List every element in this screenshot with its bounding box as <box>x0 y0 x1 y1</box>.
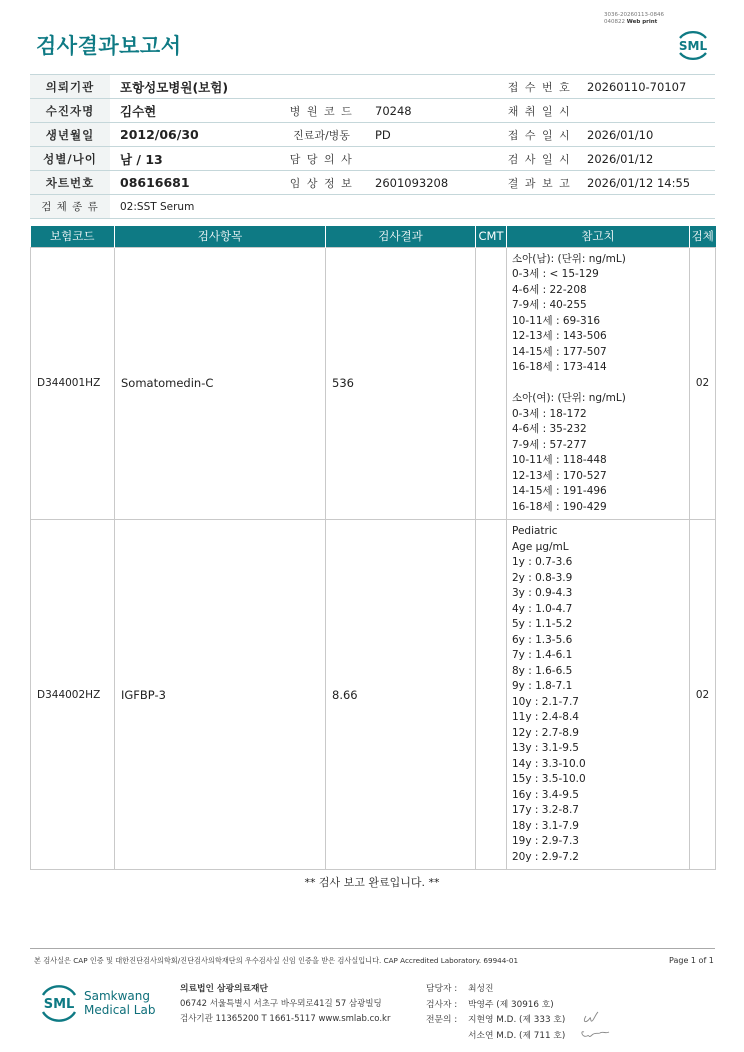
reference-line: 14y : 3.3-10.0 <box>512 757 586 770</box>
reference-line: 17y : 3.2-8.7 <box>512 804 579 816</box>
reference-line: 7-9세 : 57-277 <box>512 438 587 451</box>
svg-text:SML: SML <box>43 997 75 1012</box>
info-value <box>365 147 502 171</box>
reference-line: 0-3세 : 18-172 <box>512 407 587 420</box>
info-label: 진료과/병동 <box>278 123 365 147</box>
info-label: 검 사 일 시 <box>502 147 577 171</box>
info-label: 의뢰기관 <box>30 75 110 99</box>
insurance-code: D344002HZ <box>31 520 115 870</box>
reference-line: 소아(남): (단위: ng/mL) <box>512 252 626 265</box>
page-title: 검사결과보고서 <box>36 34 182 58</box>
reference-line: 18y : 3.1-7.9 <box>512 819 579 832</box>
info-label: 수진자명 <box>30 99 110 123</box>
staff-row: 검사자 : 박영주 (제 30916 호) <box>426 999 554 1010</box>
test-result: 536 <box>326 247 476 520</box>
reference-range <box>507 520 690 870</box>
reference-line: 1y : 0.7-3.6 <box>512 556 573 568</box>
test-result: 8.66 <box>326 520 476 870</box>
test-cmt <box>476 520 507 870</box>
info-label: 생년월일 <box>30 123 110 147</box>
specimen-label: 검 체 종 류 <box>30 195 110 219</box>
reference-line: 4-6세 : 35-232 <box>512 423 587 435</box>
org-contact: 검사기관 11365200 T 1661-5117 www.smlab.co.kr <box>180 1014 391 1024</box>
test-item: IGFBP-3 <box>115 520 326 870</box>
column-header-cmt: CMT <box>476 226 507 247</box>
info-row <box>30 99 715 123</box>
reference-line: 14-15세 : 177-507 <box>512 345 607 358</box>
info-label: 접 수 번 호 <box>502 75 577 99</box>
info-value: 2012/06/30 <box>110 123 278 147</box>
specimen-code: 02 <box>690 520 716 870</box>
sml-logo-icon <box>672 26 714 64</box>
info-label: 접 수 일 시 <box>502 123 577 147</box>
reference-line: 7y : 1.4-6.1 <box>512 649 573 661</box>
info-row <box>30 75 715 99</box>
specimen-value: 02:SST Serum <box>110 195 715 219</box>
reference-line: 9y : 1.8-7.1 <box>512 680 573 692</box>
info-row <box>30 171 715 195</box>
reference-line: 12y : 2.7-8.9 <box>512 726 579 739</box>
info-value: 2026/01/12 14:55 <box>577 171 715 195</box>
org-name: 의료법인 삼광의료재단 <box>180 984 269 994</box>
column-header-code: 보험코드 <box>31 226 115 247</box>
info-value <box>577 99 715 123</box>
staff-row: 전문의 : 지현영 M.D. (제 333 호) <box>426 1015 566 1025</box>
reference-line: 12-13세 : 170-527 <box>512 469 607 482</box>
reference-line: Age μg/mL <box>512 540 569 553</box>
staff-row: 담당자 : 최성진 <box>426 984 494 994</box>
info-row <box>30 195 715 219</box>
reference-line: 10y : 2.1-7.7 <box>512 695 579 708</box>
print-stamp <box>604 12 664 26</box>
reference-line: 8y : 1.6-6.5 <box>512 664 573 677</box>
column-header-reference: 참고치 <box>507 226 690 247</box>
table-row <box>31 520 716 870</box>
reference-line: Pediatric <box>512 525 558 537</box>
info-label: 임 상 정 보 <box>278 171 365 195</box>
org-address: 06742 서울특별시 서초구 바우뫼로41길 57 삼광빌딩 <box>180 999 382 1009</box>
page-number: Page 1 of 1 <box>669 956 714 965</box>
info-value: 70248 <box>365 99 502 123</box>
info-value: 2601093208 <box>365 171 502 195</box>
reference-line: 19y : 2.9-7.3 <box>512 835 579 847</box>
info-label: 담 당 의 사 <box>278 147 365 171</box>
reference-line: 0-3세 : < 15-129 <box>512 268 599 280</box>
reference-line: 13y : 3.1-9.5 <box>512 742 579 754</box>
footer-divider <box>30 948 715 949</box>
reference-line: 소아(여): (단위: ng/mL) <box>512 392 626 404</box>
info-value: 김수현 <box>110 99 278 123</box>
reference-line: 2y : 0.8-3.9 <box>512 571 573 584</box>
reference-line: 16-18세 : 190-429 <box>512 500 607 513</box>
results-header-row <box>31 226 716 247</box>
reference-line: 6y : 1.3-5.6 <box>512 633 573 646</box>
reference-line: 5y : 1.1-5.2 <box>512 618 573 630</box>
organization-info <box>180 982 390 1027</box>
reference-line: 16y : 3.4-9.5 <box>512 788 579 801</box>
specimen-code: 02 <box>690 247 716 520</box>
reference-line: 10-11세 : 69-316 <box>512 314 601 327</box>
info-row <box>30 123 715 147</box>
completion-note: ** 검사 보고 완료입니다. ** <box>304 876 440 889</box>
reference-line: 14-15세 : 191-496 <box>512 485 607 497</box>
staff-row: 서소연 M.D. (제 711 호) <box>468 1030 566 1041</box>
column-header-item: 검사항목 <box>115 226 326 247</box>
print-stamp-line1: 3036-20260113-0846 <box>604 12 664 18</box>
column-header-specimen: 검체 <box>690 226 716 247</box>
info-value: 남 / 13 <box>110 147 278 171</box>
signature-icon <box>578 1008 614 1042</box>
info-value: PD <box>365 123 502 147</box>
test-item: Somatomedin-C <box>115 247 326 520</box>
patient-info-table <box>30 74 715 219</box>
test-cmt <box>476 247 507 520</box>
reference-line: 11y : 2.4-8.4 <box>512 711 579 723</box>
info-label: 성별/나이 <box>30 147 110 171</box>
reference-line: 7-9세 : 40-255 <box>512 299 587 311</box>
reference-line: 20y : 2.9-7.2 <box>512 850 579 863</box>
staff-list <box>426 982 565 1044</box>
reference-line: 4y : 1.0-4.7 <box>512 602 573 615</box>
reference-line: 10-11세 : 118-448 <box>512 454 607 466</box>
table-row <box>31 247 716 520</box>
info-value: 포항성모병원(보험) <box>110 75 502 99</box>
info-label: 채 취 일 시 <box>502 99 577 123</box>
reference-line: 16-18세 : 173-414 <box>512 361 607 373</box>
reference-line: 15y : 3.5-10.0 <box>512 773 586 785</box>
reference-line: 3y : 0.9-4.3 <box>512 587 573 599</box>
info-label: 결 과 보 고 <box>502 171 577 195</box>
insurance-code: D344001HZ <box>31 247 115 520</box>
info-value: 20260110-70107 <box>577 75 715 99</box>
reference-range <box>507 247 690 520</box>
info-value: 08616681 <box>110 171 278 195</box>
info-value: 2026/01/10 <box>577 123 715 147</box>
sml-logo-icon <box>36 981 82 1025</box>
reference-line <box>512 376 689 392</box>
brand-name: Samkwang Medical Lab <box>84 989 156 1017</box>
svg-text:SML: SML <box>678 39 708 53</box>
info-row <box>30 147 715 171</box>
reference-line: 4-6세 : 22-208 <box>512 283 587 296</box>
results-table <box>30 226 716 870</box>
info-label: 병 원 코 드 <box>278 99 365 123</box>
accreditation-note: 본 검사실은 CAP 인증 및 대한진단검사의학회/진단검사의학재단의 우수검사실 신임 인증을 받은 검사실입니다. CAP Accredited Laboratory. 69944-01 <box>34 956 519 965</box>
info-label: 차트번호 <box>30 171 110 195</box>
reference-line: 12-13세 : 143-506 <box>512 330 607 342</box>
print-stamp-line2: 040822 Web print <box>604 19 658 25</box>
info-value: 2026/01/12 <box>577 147 715 171</box>
column-header-result: 검사결과 <box>326 226 476 247</box>
